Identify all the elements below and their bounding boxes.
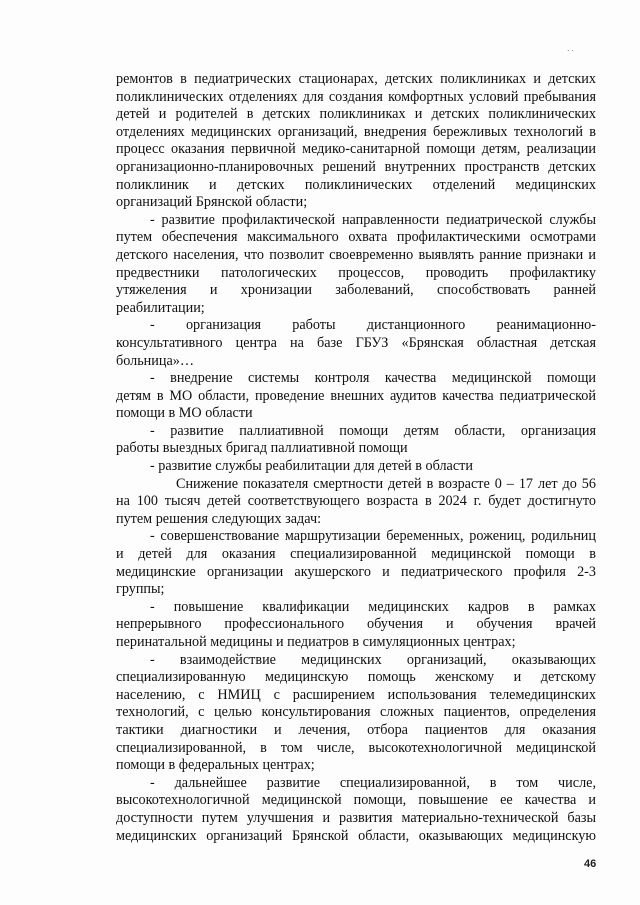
text-line: - развитие паллиативной помощи детям области, организация <box>150 422 596 439</box>
text-line: детей и родителей в детских поликлиниках и детских поликлинических <box>116 106 596 123</box>
text-line: детского населения, что позволит своевременно выявлять ранние признаки и <box>116 246 596 263</box>
corner-mark: .. <box>567 44 577 53</box>
page-number: 46 <box>584 858 597 870</box>
text-line: поликлинических отделениях для создания комфортных условий пребывания <box>116 88 596 105</box>
text-line: организационно-планировочных решений внутренних пространств детских <box>116 158 596 175</box>
text-line: ремонтов в педиатрических стационарах, детских поликлиниках и детских <box>116 71 596 87</box>
text-line: реабилитации; <box>116 299 205 316</box>
text-line: группы; <box>116 581 165 598</box>
text-line: - организация работы дистанционного реанимационно- <box>150 317 596 334</box>
text-line: отделениях медицинских организаций, внедрения бережливых технологий в <box>116 123 596 140</box>
text-line: больница»… <box>116 352 195 369</box>
text-line: помощи в МО области <box>116 405 253 422</box>
text-line: - взаимодействие медицинских организаций, оказывающих <box>150 651 596 668</box>
text-line: медицинских организаций Брянской области, оказывающих медицинскую <box>116 827 596 844</box>
text-line: путем обеспечения максимального охвата профилактическими осмотрами <box>116 229 596 246</box>
text-line: населению, с НМИЦ с расширением использования телемедицинских <box>116 686 596 703</box>
text-line: работы выездных бригад паллиативной помощи <box>116 440 408 457</box>
text-line: на 100 тысяч детей соответствующего возраста в 2024 г. будет достигнуто <box>116 493 596 510</box>
text-line: процесс оказания первичной медико-санитарной помощи детям, реализации <box>116 141 596 158</box>
text-line: детям в МО области, проведение внешних аудитов качества педиатрической <box>116 387 596 404</box>
text-line: доступности путем улучшения и развития материально-технической базы <box>116 809 596 826</box>
text-line: медицинские организации акушерского и педиатрического профиля 2-3 <box>116 563 596 580</box>
text-line: специализированной, в том числе, высокотехнологичной медицинской <box>116 739 596 756</box>
text-line: организаций Брянской области; <box>116 194 308 211</box>
text-line: технологий, с целью консультирования сложных пациентов, определения <box>116 704 596 721</box>
text-line: поликлиник и детских поликлинических отделений медицинских <box>116 176 596 193</box>
text-line: консультативного центра на базе ГБУЗ «Брянская областная детская <box>116 334 596 351</box>
text-line: перинатальной медицины и педиатров в симуляционных центрах; <box>116 634 516 650</box>
text-line: помощи в федеральных центрах; <box>116 757 315 774</box>
body-text <box>116 71 596 845</box>
text-line: - развитие службы реабилитации для детей в области <box>150 458 473 475</box>
text-line: - внедрение системы контроля качества медицинской помощи <box>150 370 596 387</box>
text-line: - совершенствование маршрутизации беременных, рожениц, родильниц <box>150 528 596 545</box>
text-line: - повышение квалификации медицинских кадров в рамках <box>150 598 596 615</box>
text-line: предвестники патологических процессов, проводить профилактику <box>116 264 596 281</box>
text-line: и детей для оказания специализированной медицинской помощи в <box>116 546 596 563</box>
text-line: утяжеления и хронизации заболеваний, способствовать ранней <box>116 282 596 299</box>
text-line: путем решения следующих задач: <box>116 510 322 527</box>
text-line: - развитие профилактической направленности педиатрической службы <box>150 211 596 228</box>
text-line: - дальнейшее развитие специализированной, в том числе, <box>150 774 596 791</box>
text-line: специализированную медицинскую помощь женскому и детскому <box>116 669 596 686</box>
text-line: непрерывного профессионального обучения и обучения врачей <box>116 616 596 633</box>
text-line: тактики диагностики и лечения, отбора пациентов для оказания <box>116 721 596 738</box>
text-line: высокотехнологичной медицинской помощи, повышение ее качества и <box>116 792 596 809</box>
text-line: Снижение показателя смертности детей в возрасте 0 – 17 лет до 56 <box>176 475 596 492</box>
